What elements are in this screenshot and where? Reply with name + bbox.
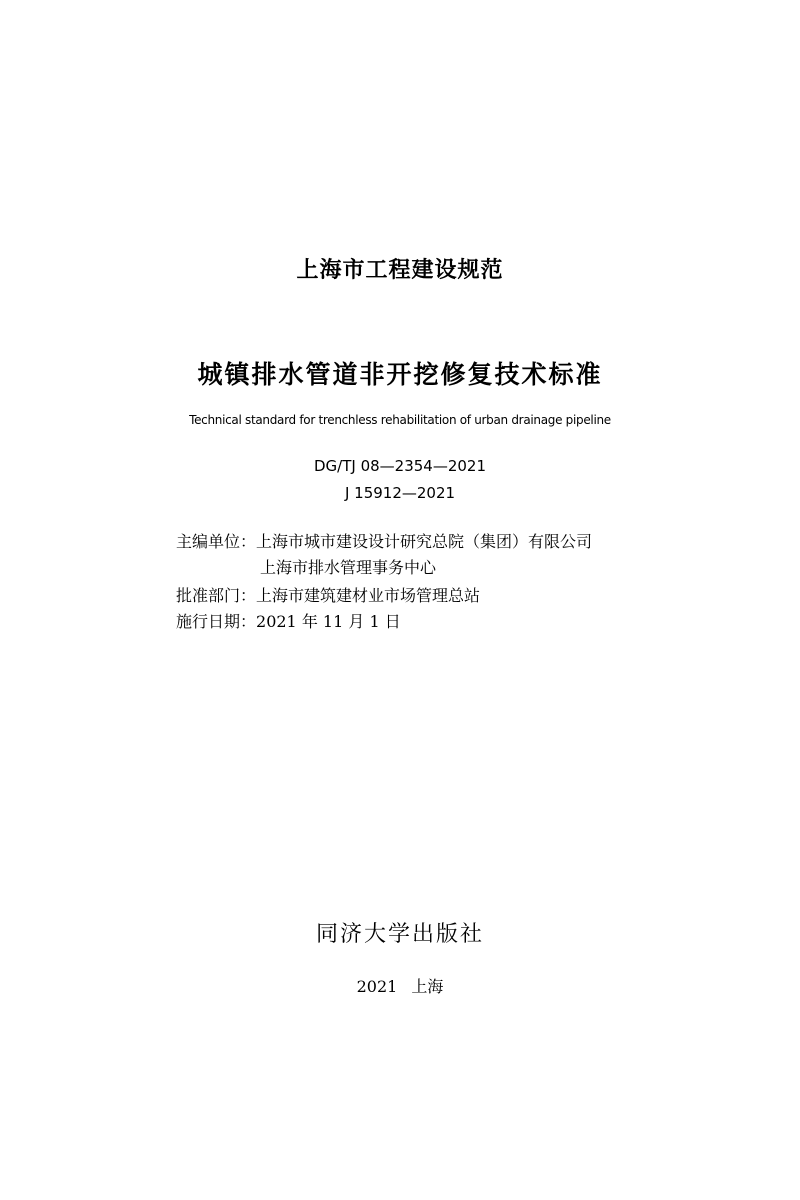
document-title: 城镇排水管道非开挖修复技术标准: [197, 360, 603, 389]
publication-line: [0, 976, 800, 998]
standard-code-dg: DG/TJ 08—2354—2021: [313, 457, 487, 475]
approval-department-label: 批准部门：: [176, 586, 257, 605]
effective-date-label: 施行日期：: [176, 612, 257, 631]
approval-department: 上海市建筑建材业市场管理总站: [256, 586, 481, 605]
effective-date-row: [176, 610, 776, 634]
chief-editor-row-secondary: [176, 556, 800, 580]
publication-year: 2021: [356, 977, 398, 996]
chief-editor-secondary: 上海市排水管理事务中心: [260, 558, 437, 577]
document-title-english: Technical standard for trenchless rehabilitation of urban drainage pipeline: [189, 413, 611, 427]
standard-code-j: J 15912—2021: [344, 484, 456, 502]
approval-department-row: [176, 584, 776, 608]
chief-editor-primary: 上海市城市建设设计研究总院（集团）有限公司: [256, 532, 593, 551]
series-title: 上海市工程建设规范: [296, 258, 504, 283]
chief-editor-label: 主编单位：: [176, 532, 257, 551]
chief-editor-row: [176, 530, 776, 554]
publisher-name: 同济大学出版社: [315, 922, 484, 947]
publication-city: 上海: [411, 977, 444, 996]
effective-date: 2021 年 11 月 1 日: [256, 612, 401, 631]
